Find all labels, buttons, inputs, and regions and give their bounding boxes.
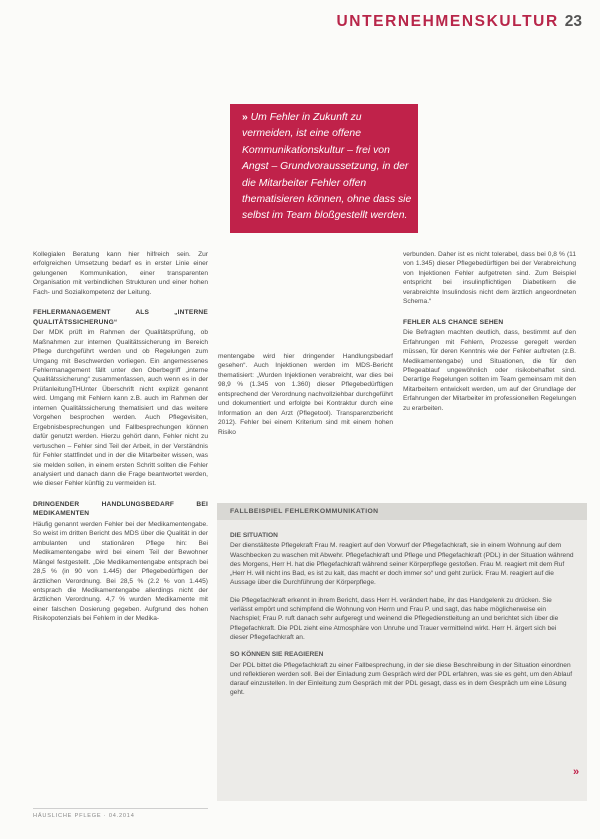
section-heading: DRINGENDER HANDLUNGSBEDARF BEI MEDIKAMENTEN — [33, 500, 208, 518]
column-middle — [218, 352, 393, 437]
section-header — [336, 13, 582, 31]
case-study-subheading: DIE SITUATION — [230, 532, 278, 539]
body-paragraph: verbunden. Daher ist es nicht tolerabel, dass bei 0,8 % (11 von 1.345) dieser Pflegebedürftigen bei der Verabreichung von Injektionen Fehler aufgetreten sind. Zum Beispiel entspricht bei insulinpflichtigen Diabetikern die verabreichte Insulindosis nicht dem ärztlich angeordneten Schema.“ — [403, 251, 576, 306]
case-study-subheading: SO KÖNNEN SIE REAGIEREN — [230, 651, 324, 659]
body-paragraph: mentengabe wird hier dringender Handlungsbedarf gesehen“. Auch Injektionen werden im MDS-Bericht thematisiert: „Wurden Injektionen verabreicht, war dies bei 98,9 % (1.345 von 1.360) dieser Pflegebedürftigen entsprechend der Verordnung nachvollziehbar durchgeführt und dokumentiert und erfolgte bei Kontraktur durch eine Information an den Arzt (Pflegetool). Transparenzbericht 2012). Fehler bei einem Kriterium sind mit einem hohen Risiko — [218, 353, 393, 436]
pull-quote — [230, 104, 418, 233]
page-number: 23 — [564, 13, 582, 30]
case-study-box — [217, 503, 587, 801]
quote-mark: » — [242, 112, 248, 123]
case-study-body — [230, 525, 575, 706]
column-right — [403, 250, 576, 413]
case-study-paragraph: Der PDL bittet die Pflegefachkraft zu einer Fallbesprechung, in der sie diese Beschreibung in der Situation einordnen und reflektieren werden soll. Bei der Einladung zum Gespräch wird der PDL erfahren, was sie es geht, um den Ablauf darauf einzustellen. In der Einleitung zum Gespräch mit der PDL gesagt, dass es in dem Gespräch um eine Lösung geht. — [230, 661, 573, 697]
body-paragraph: Häufig genannt werden Fehler bei der Medikamentengabe. So weist im dritten Bericht des MDS über die Qualität in der ambulanten und stationären Pflege hin: Bei Medikamentengabe wird bei einem Teil der Bewohner Mängel festgestellt. „Die Medikamentengabe entsprach bei 28,5 % (in 90 von 1.445) der Pflegebedürftigen der ärztlichen Verordnung. Bei 28,5 % (2.2 % von 1.445) entsprach die Medikamentengabe allerdings nicht der ärztlichen Verordnung. 4,7 % wurden Medikamente mit einer falschen Dosierung gegeben. Aufgrund des hohen Risikopotenzials bei Fehlern in der Medika- — [33, 520, 208, 623]
section-heading: FEHLERMANAGEMENT ALS „INTERNE QUALITÄTSSICHERUNG“ — [33, 309, 208, 326]
column-left — [33, 250, 208, 624]
case-study-paragraph: Der dienstälteste Pflegekraft Frau M. reagiert auf den Vorwurf der Pflegefachkraft, sie in einem Wohnung auf dem Waschbecken zu waschen mit Abwehr. Pflegefachkraft und Pflege und Pflegefachkraft (PDL) in der Situation während des Morgens, Herr H. hat die Pflegefachkraft während seiner Körperpflege gestoßen. Frau M. reagiert mit dem Ruf „Herr H. will nicht ins Bad, es ist zu kalt, das macht er doch immer so“ und geht zurück. Frau M. reagiert auf die Aussage über die Durchführung der Körperpflege. — [230, 542, 574, 587]
footer-divider — [33, 808, 208, 809]
case-study-title: FALLBEISPIEL FEHLERKOMMUNIKATION — [217, 503, 587, 520]
body-paragraph: Die Befragten machten deutlich, dass, bestimmt auf den Erfahrungen mit Fehlern, Prozesse geregelt werden müssen, für deren Kenntnis wie der Fehler auftreten (z.B. Medikamentengabe) und Situationen, die für den Pflegeablauf ungewöhnlich oder risikobehaftet sind. Derartige Regelungen sollten im Team gemeinsam mit den Mitarbeitern entwickelt werden, um auf der Grundlage der Erfahrungen der Mitarbeiter im professionellen Regelungen zu erarbeiten. — [403, 329, 577, 412]
intro-paragraph: Kollegialen Beratung kann hier hilfreich sein. Zur erfolgreichen Umsetzung bedarf es in erster Linie einer gelungenen Kommunikation, einer transparenten Organisation mit verbindlichen Strukturen und einer hohen Fach- und Sozialkompetenz der Leitung. — [33, 251, 208, 296]
section-title: UNTERNEHMENSKULTUR — [336, 13, 559, 30]
section-heading: FEHLER ALS CHANCE SEHEN — [403, 318, 504, 326]
pull-quote-text: Um Fehler in Zukunft zu vermeiden, ist eine offene Kommunikationskultur – frei von Angst – Grundvoraussetzung, in der die Mitarbeiter Fehler offen thematisieren können, ohne dass sie selbst im Team bloßgestellt werden. — [242, 112, 412, 222]
footer: HÄUSLICHE PFLEGE · 04.2014 — [33, 813, 135, 819]
body-paragraph: Der MDK prüft im Rahmen der Qualitätsprüfung, ob Maßnahmen zur internen Qualitätssicherung im Bereich Pflege durchgeführt werden und ob Regelungen zum Umgang mit Beschwerden vorliegen. Ein angemessenes Fehlermanagement fällt unter den Oberbegriff „interne Qualitätssicherung“ zusammenfassen, auch wenn es in der PrüfanleitungTHUnter Überschrift nicht explizit genannt wird. Umgang mit Fehlern kann z.B. auch im Rahmen der internen Qualitätssicherung thematisiert und das weitere Vorgehen besprochen werden. Auch Pflegevisiten, Ergebnisbesprechungen und Fallbesprechungen können dafür genutzt werden. Hierzu gehört dann, Fehler nicht zu vertuschen – Fehler sind Teil der Arbeit, in der Verständnis für Fehler stattfindet und in der die Mitarbeiter wissen, was sie melden sollen, in einem ersten Schritt sollten die Fehler analysiert und danach dann die Frage beantwortet werden, wie dieser Fehler künftig zu vermeiden ist. — [33, 329, 208, 488]
case-study-paragraph: Die Pflegefachkraft erkennt in ihrem Bericht, dass Herr H. verändert habe, ihr das Handgelenk zu drücken. Sie verlässt empört und schimpfend die Wohnung von Herrn und Frau P. und sagt, das habe möglicherweise ein Nachspiel; Frau P. ruft danach sehr aufgeregt und weinend die Pflegedienstleitung an und berichtet sich über die Pflegefachkraft. Die PDL zieht eine Atmosphäre von Unruhe und Trauer vermittelnd wirkt. Herr H. ärgert sich bei dieser Pflegefachkraft an. — [230, 596, 559, 641]
continue-arrow-icon: » — [573, 766, 580, 778]
